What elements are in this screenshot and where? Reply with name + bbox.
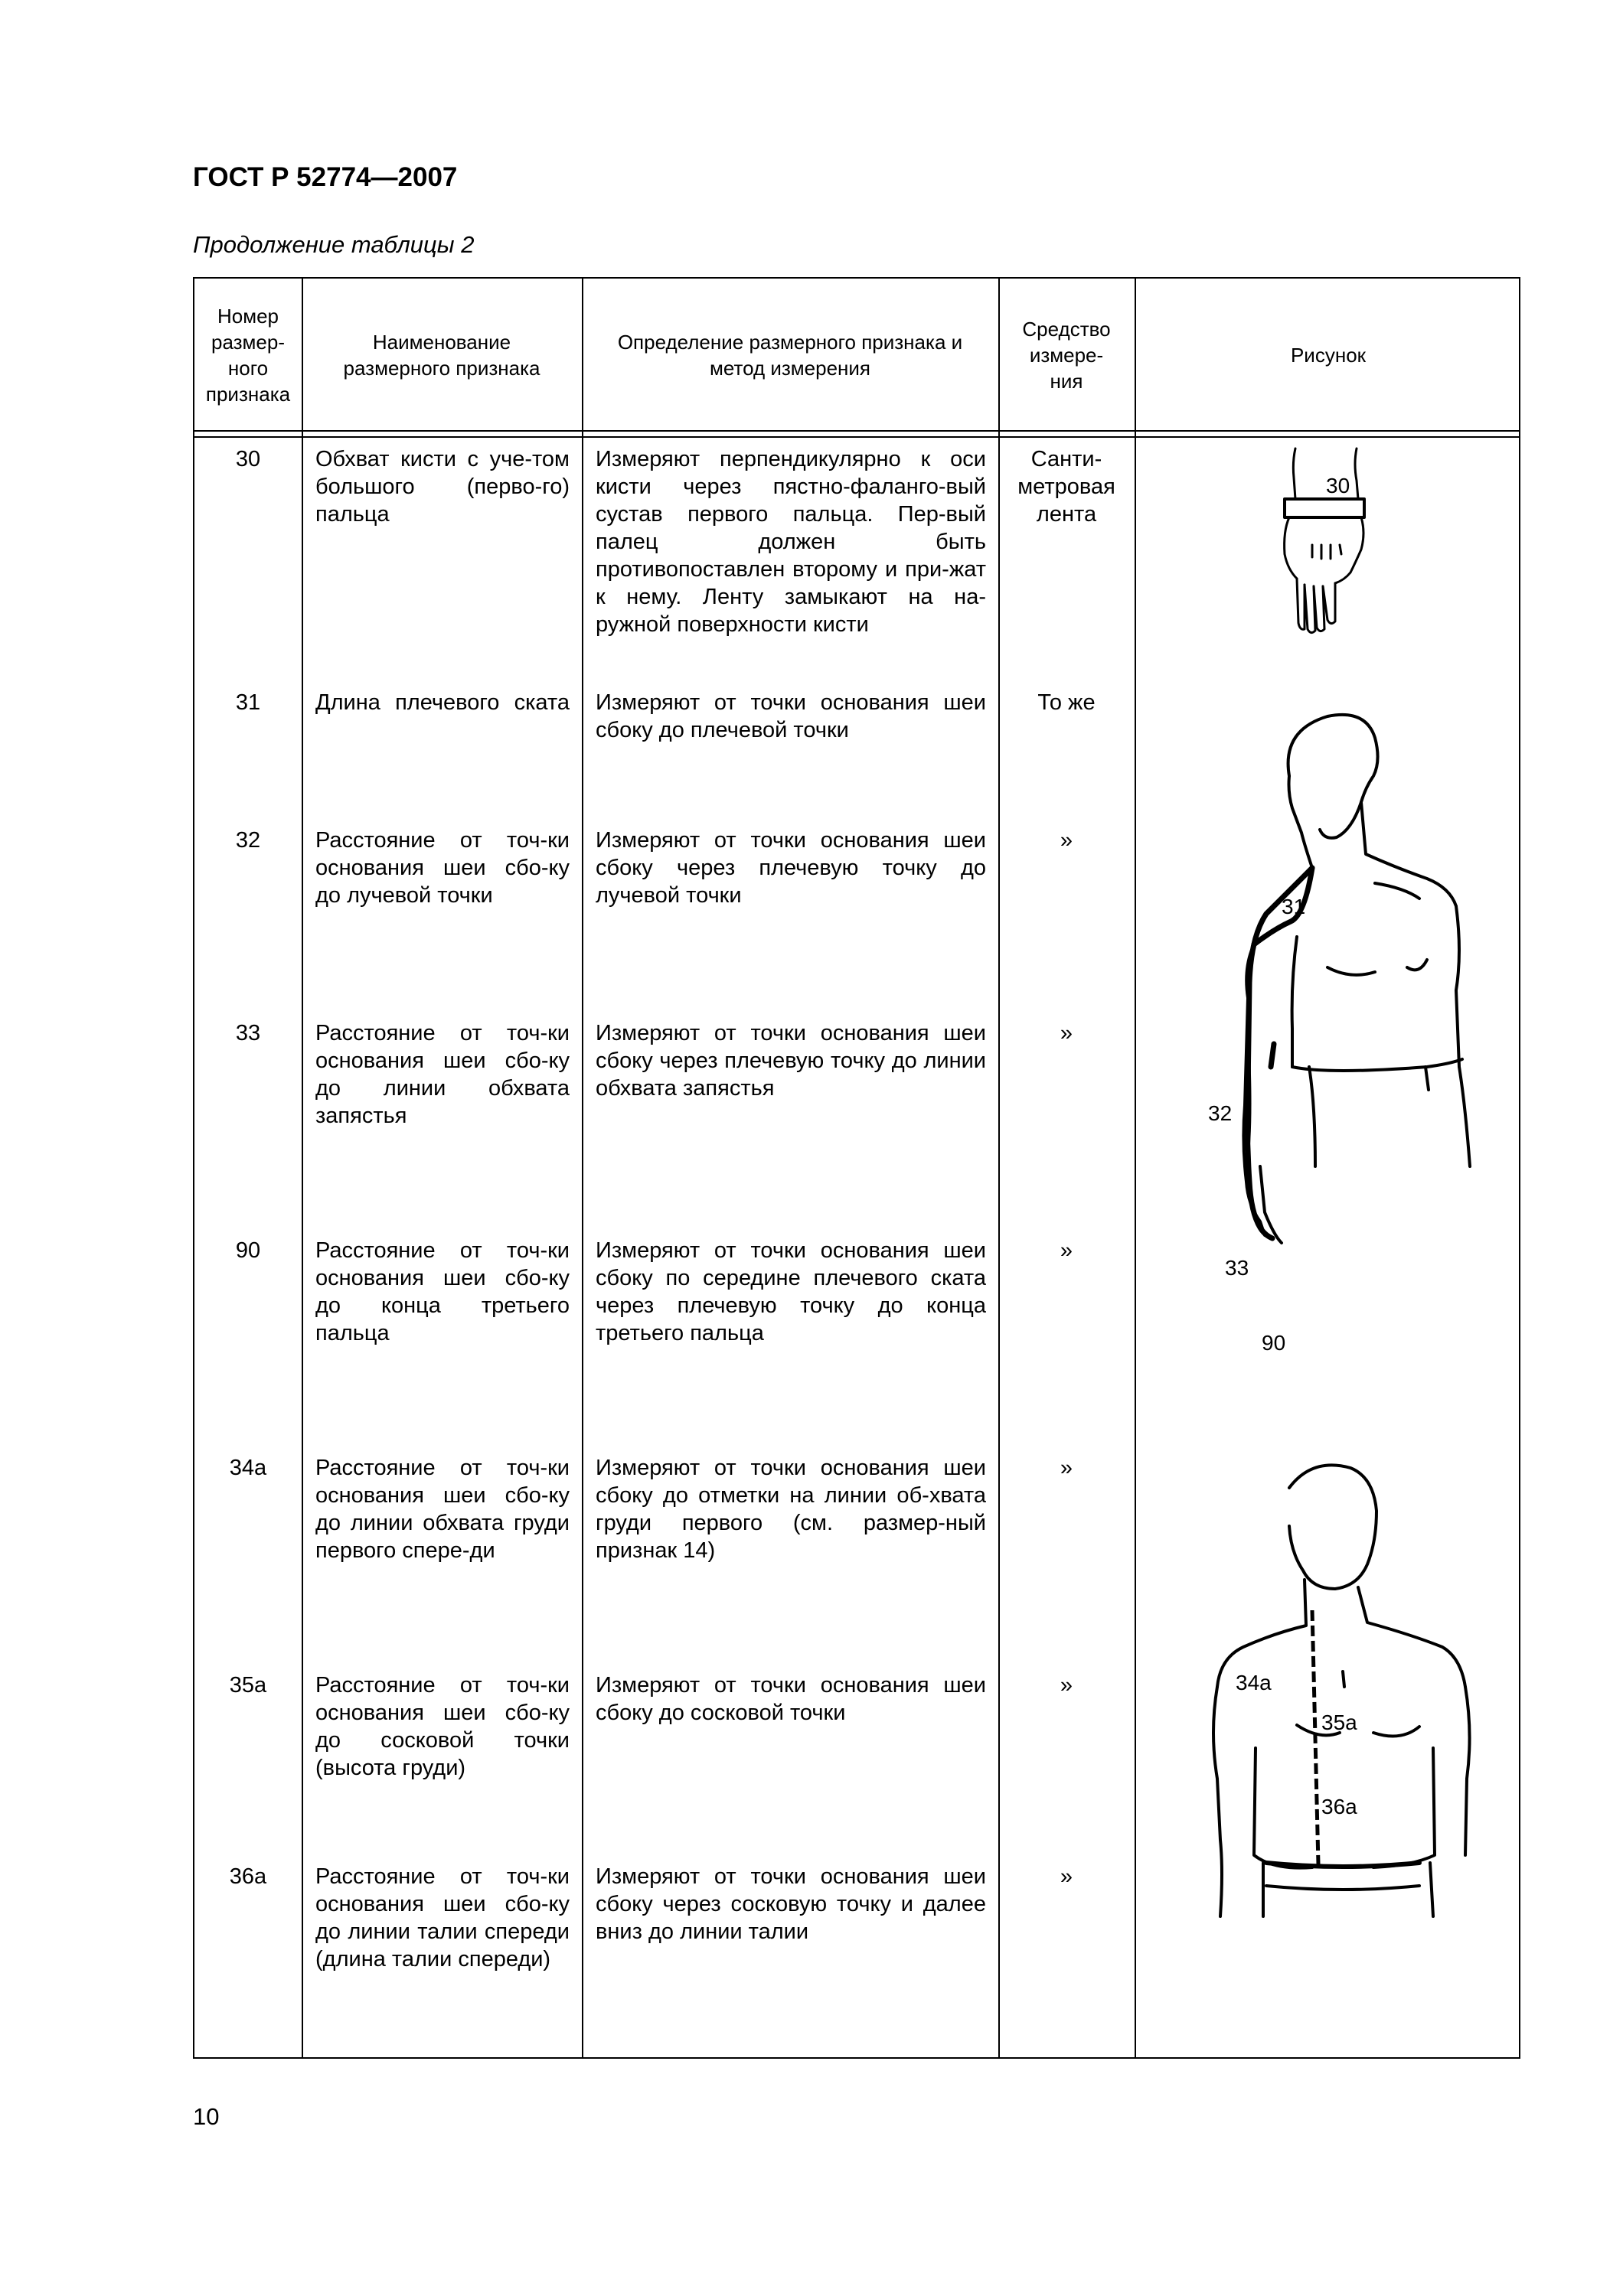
- table-row-definition: Измеряют от точки основания шеи сбоку через плечевую точку до линии обхвата запястья: [596, 1021, 986, 1101]
- front-body-figure: [1190, 1457, 1511, 1932]
- table-row-name: Обхват кисти с уче-том большого (перво-го) пальца: [315, 447, 570, 527]
- measurement-line: [1312, 1610, 1318, 1864]
- side-label-31: 31: [1282, 895, 1306, 918]
- column-divider: [582, 279, 583, 2057]
- table-row-name: Расстояние от точ-ки основания шеи сбо-ку до сосковой точки (высота груди): [315, 1673, 570, 1780]
- column-header-definition: Определение размерного признака и метод измерения: [617, 331, 963, 380]
- table-row-tool: »: [1060, 1238, 1073, 1263]
- table-row-name: Расстояние от точ-ки основания шеи сбо-ку до конца третьего пальца: [315, 1238, 570, 1345]
- table-row-name: Длина плечевого ската: [315, 690, 570, 715]
- column-divider: [302, 279, 303, 2057]
- table-row-tool: »: [1060, 1673, 1073, 1698]
- front-label-34a: 34а: [1236, 1671, 1272, 1694]
- document-header: ГОСТ Р 52774—2007: [193, 162, 458, 192]
- measurements-table: [193, 277, 1520, 2059]
- table-row-definition: Измеряют от точки основания шеи сбоку до сосковой точки: [596, 1673, 986, 1725]
- table-row-tool: »: [1060, 1456, 1073, 1480]
- table-row-number: 33: [235, 1021, 261, 1045]
- side-label-90: 90: [1262, 1331, 1286, 1355]
- table-row-number: 32: [235, 828, 261, 853]
- hand-figure: [1266, 447, 1389, 646]
- table-row-definition: Измеряют от точки основания шеи сбоку до плечевой точки: [596, 690, 986, 742]
- measurement-line: [1247, 868, 1312, 1238]
- column-divider: [1135, 279, 1136, 2057]
- table-row-definition: Измеряют перпендикулярно к оси кисти через пястно-фаланго-вый сустав первого пальца. Пер-вый палец должен быть противопоставлен второму и при-жат к нему. Ленту замыкают на на-ружной поверхности кисти: [596, 447, 986, 637]
- front-label-36a: 36а: [1321, 1795, 1357, 1818]
- table-row-number: 35а: [229, 1673, 267, 1698]
- side-label-32: 32: [1208, 1101, 1233, 1125]
- column-header-number: Номер размер-ного признака: [205, 305, 291, 406]
- column-header-tool: Средство измере-ния: [1022, 318, 1111, 393]
- page-number: 10: [193, 2103, 220, 2130]
- hand-figure-label: 30: [1326, 474, 1350, 497]
- table-row-name: Расстояние от точ-ки основания шеи сбо-ку до линии талии спереди (длина талии спереди): [315, 1864, 570, 1971]
- side-label-33: 33: [1225, 1256, 1249, 1280]
- table-row-number: 34а: [229, 1456, 267, 1480]
- table-caption: Продолжение таблицы 2: [193, 231, 475, 258]
- table-row-tool: »: [1060, 1864, 1073, 1889]
- table-row-tool: То же: [1037, 690, 1096, 715]
- column-divider: [998, 279, 1000, 2057]
- table-row-tool: »: [1060, 1021, 1073, 1045]
- table-row-number: 31: [235, 690, 261, 715]
- table-row-name: Расстояние от точ-ки основания шеи сбо-ку до линии обхвата груди первого спере-ди: [315, 1456, 570, 1563]
- table-row-definition: Измеряют от точки основания шеи сбоку по середине плечевого ската через плечевую точку до конца третьего пальца: [596, 1238, 986, 1345]
- table-row-number: 36а: [229, 1864, 267, 1889]
- table-row-number: 30: [235, 447, 261, 471]
- table-row-name: Расстояние от точ-ки основания шеи сбо-ку до линии обхвата запястья: [315, 1021, 570, 1128]
- measuring-tape: [1285, 499, 1364, 517]
- column-header-figure: Рисунок: [1290, 344, 1367, 367]
- table-row-definition: Измеряют от точки основания шеи сбоку через плечевую точку до лучевой точки: [596, 828, 986, 908]
- table-row-number: 90: [235, 1238, 261, 1263]
- column-header-name: Наименование размерного признака: [343, 331, 540, 380]
- table-row-definition: Измеряют от точки основания шеи сбоку до отметки на линии об-хвата груди первого (см. размер-ный признак 14): [596, 1456, 986, 1563]
- table-row-tool: »: [1060, 828, 1073, 853]
- table-row-tool: Санти-метровая лента: [1017, 447, 1115, 527]
- table-row-definition: Измеряют от точки основания шеи сбоку через сосковую точку и далее вниз до линии талии: [596, 1864, 986, 1944]
- header-rule: [194, 436, 1519, 438]
- table-row-name: Расстояние от точ-ки основания шеи сбо-ку до лучевой точки: [315, 828, 570, 908]
- side-body-figure: [1174, 707, 1542, 1381]
- front-label-35a: 35а: [1321, 1711, 1357, 1734]
